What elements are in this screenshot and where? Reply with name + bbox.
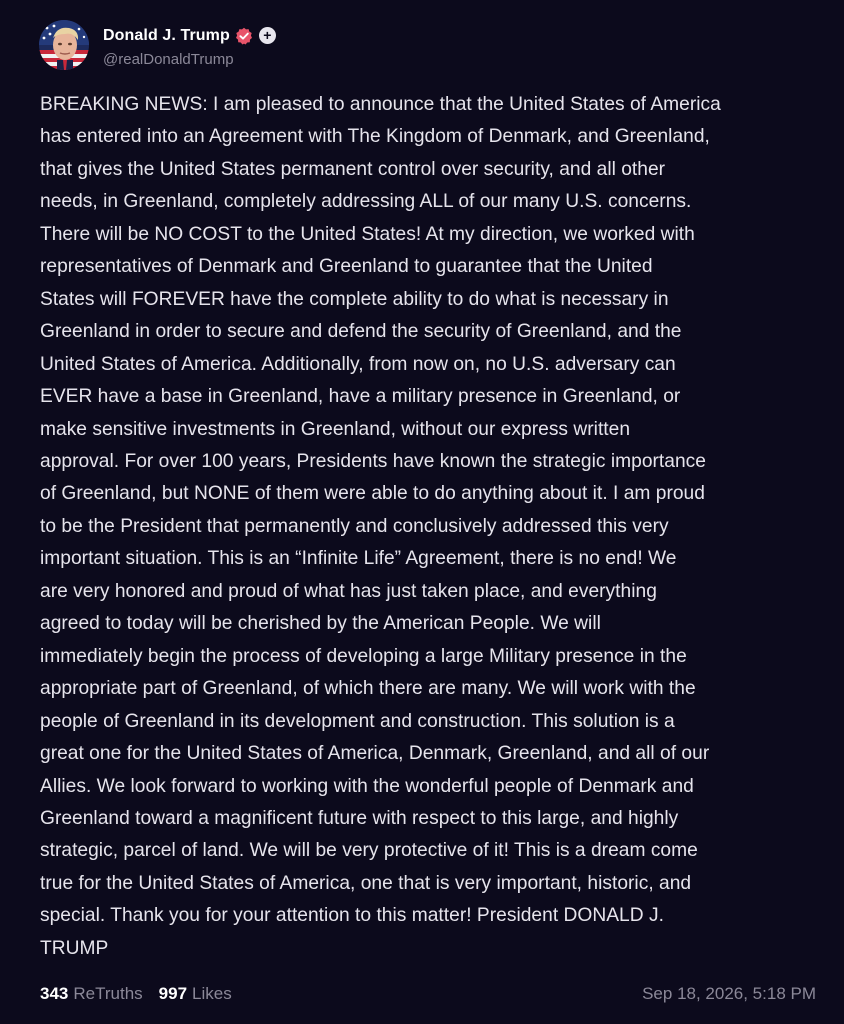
- likes-label: Likes: [192, 984, 232, 1003]
- likes-stat[interactable]: [159, 984, 232, 1004]
- post-stats: [40, 984, 248, 1004]
- plus-badge-icon: +: [259, 27, 276, 44]
- avatar-image: [39, 20, 89, 70]
- retruths-stat[interactable]: [40, 984, 143, 1004]
- retruths-label: ReTruths: [73, 984, 143, 1003]
- post-timestamp[interactable]: Sep 18, 2026, 5:18 PM: [642, 984, 816, 1003]
- retruths-count: 343: [40, 984, 69, 1003]
- post-body: BREAKING NEWS: I am pleased to announce that the United States of America has entered into an Agreement with The Kingdom of Denmark, and Greenland, that gives the United States permanent control over security, and all other needs, in Greenland, completely addressing ALL of our many U.S. concerns. There will be NO COST to the United States! At my direction, we worked with representatives of Denmark and Greenland to guarantee that the United States will FOREVER have the complete ability to do what is necessary in Greenland in order to secure and defend the security of Greenland, and the United States of America. Additionally, from now on, no U.S. adversary can EVER have a base in Greenland, have a military presence in Greenland, or make sensitive investments in Greenland, without our express written approval. For over 100 years, Presidents have known the strategic importance of Greenland, but NONE of them were able to do anything about it. I am proud to be the President that permanently and conclusively addressed this very important situation. This is an “Infinite Life” Agreement, there is no end! We are very honored and proud of what has just taken place, and everything agreed to today will be cherished by the American People. We will immediately begin the process of developing a large Military presence in the appropriate part of Greenland, of which there are many. We will work with the people of Greenland in its development and construction. This solution is a great one for the United States of America, Denmark, Greenland, and all of our Allies. We look forward to working with the wonderful people of Denmark and Greenland toward a magnificent future with respect to this large, and highly strategic, parcel of land. We will be very protective of it! This is a dream come true for the United States of America, one that is very important, historic, and special. Thank you for your attention to this matter! President DONALD J. TRUMP: [40, 94, 721, 959]
- display-name[interactable]: Donald J. Trump: [103, 26, 230, 44]
- verified-badge-icon: [235, 27, 253, 45]
- avatar[interactable]: [39, 20, 89, 70]
- likes-count: 997: [158, 984, 188, 1003]
- author-names: [103, 23, 276, 68]
- author-handle[interactable]: @realDonaldTrump: [103, 50, 234, 68]
- name-row: [103, 23, 276, 49]
- post-footer: [40, 980, 816, 1008]
- post-header: [39, 19, 276, 71]
